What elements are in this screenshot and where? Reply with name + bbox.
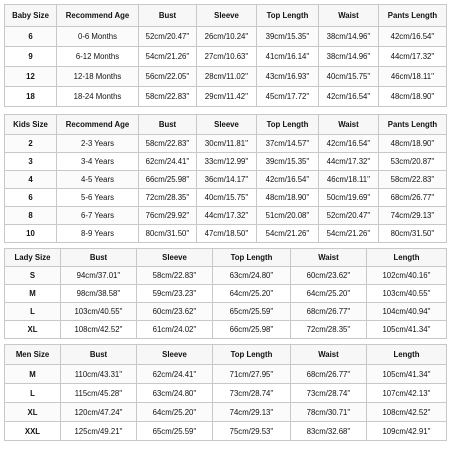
table-cell: 68cm/26.77'' xyxy=(379,189,447,207)
table-cell: 52cm/20.47'' xyxy=(319,207,379,225)
column-header: Top Length xyxy=(213,345,291,365)
table-cell: 94cm/37.01'' xyxy=(61,267,137,285)
table-cell: 47cm/18.50'' xyxy=(197,225,257,243)
table-cell: 73cm/28.74'' xyxy=(291,384,367,403)
table-cell: 38cm/14.96'' xyxy=(319,47,379,67)
lady-size-table xyxy=(4,248,447,339)
table-row xyxy=(5,303,447,321)
table-cell: 110cm/43.31'' xyxy=(61,365,137,384)
table-cell: 37cm/14.57'' xyxy=(257,135,319,153)
table-cell: 38cm/14.96'' xyxy=(319,27,379,47)
table-cell: XL xyxy=(5,403,61,422)
column-header: Pants Length xyxy=(379,115,447,135)
table-cell: 104cm/40.94'' xyxy=(367,303,447,321)
column-header: Lady Size xyxy=(5,249,61,267)
column-header: Recommend Age xyxy=(57,5,139,27)
table-cell: 3 xyxy=(5,153,57,171)
table-cell: XXL xyxy=(5,422,61,441)
table-cell: 2-3 Years xyxy=(57,135,139,153)
table-cell: 26cm/10.24'' xyxy=(197,27,257,47)
column-header: Men Size xyxy=(5,345,61,365)
table-cell: 80cm/31.50'' xyxy=(379,225,447,243)
column-header: Bust xyxy=(139,5,197,27)
column-header: Sleeve xyxy=(137,249,213,267)
kids-size-table xyxy=(4,114,447,243)
table-cell: 48cm/18.90'' xyxy=(379,87,447,107)
table-row xyxy=(5,225,447,243)
table-cell: 18-24 Months xyxy=(57,87,139,107)
column-header: Recommend Age xyxy=(57,115,139,135)
table-cell: 72cm/28.35'' xyxy=(291,321,367,339)
table-cell: 43cm/16.93'' xyxy=(257,67,319,87)
table-cell: 40cm/15.75'' xyxy=(197,189,257,207)
table-cell: 103cm/40.55'' xyxy=(61,303,137,321)
table-cell: 71cm/27.95'' xyxy=(213,365,291,384)
column-header: Waist xyxy=(291,249,367,267)
table-row xyxy=(5,384,447,403)
table-cell: 58cm/22.83'' xyxy=(379,171,447,189)
table-cell: 58cm/22.83'' xyxy=(139,87,197,107)
column-header: Waist xyxy=(319,115,379,135)
table-cell: 65cm/25.59'' xyxy=(137,422,213,441)
table-header-row xyxy=(5,115,447,135)
table-cell: 83cm/32.68'' xyxy=(291,422,367,441)
table-cell: 50cm/19.69'' xyxy=(319,189,379,207)
column-header: Kids Size xyxy=(5,115,57,135)
table-cell: 60cm/23.62'' xyxy=(291,267,367,285)
column-header: Waist xyxy=(291,345,367,365)
table-cell: 102cm/40.16'' xyxy=(367,267,447,285)
table-cell: 45cm/17.72'' xyxy=(257,87,319,107)
table-cell: 40cm/15.75'' xyxy=(319,67,379,87)
table-cell: 46cm/18.11'' xyxy=(319,171,379,189)
table-row xyxy=(5,67,447,87)
table-cell: 9 xyxy=(5,47,57,67)
table-cell: 64cm/25.20'' xyxy=(291,285,367,303)
table-cell: 65cm/25.59'' xyxy=(213,303,291,321)
column-header: Baby Size xyxy=(5,5,57,27)
table-cell: 105cm/41.34'' xyxy=(367,365,447,384)
table-cell: 60cm/23.62'' xyxy=(137,303,213,321)
table-cell: 66cm/25.98'' xyxy=(213,321,291,339)
column-header: Waist xyxy=(319,5,379,27)
table-cell: 54cm/21.26'' xyxy=(139,47,197,67)
table-cell: 98cm/38.58'' xyxy=(61,285,137,303)
table-cell: 51cm/20.08'' xyxy=(257,207,319,225)
table-cell: 6-7 Years xyxy=(57,207,139,225)
table-row xyxy=(5,153,447,171)
column-header: Sleeve xyxy=(197,5,257,27)
table-cell: 12 xyxy=(5,67,57,87)
table-cell: 27cm/10.63'' xyxy=(197,47,257,67)
table-cell: L xyxy=(5,384,61,403)
table-cell: 6-12 Months xyxy=(57,47,139,67)
table-cell: 29cm/11.42'' xyxy=(197,87,257,107)
table-row xyxy=(5,135,447,153)
column-header: Top Length xyxy=(213,249,291,267)
column-header: Bust xyxy=(139,115,197,135)
table-cell: 74cm/29.13'' xyxy=(379,207,447,225)
table-cell: 72cm/28.35'' xyxy=(139,189,197,207)
table-cell: 56cm/22.05'' xyxy=(139,67,197,87)
table-cell: 120cm/47.24'' xyxy=(61,403,137,422)
table-cell: 52cm/20.47'' xyxy=(139,27,197,47)
table-cell: 109cm/42.91'' xyxy=(367,422,447,441)
table-row xyxy=(5,403,447,422)
table-cell: 39cm/15.35'' xyxy=(257,153,319,171)
table-cell: 42cm/16.54'' xyxy=(379,27,447,47)
table-cell: 63cm/24.80'' xyxy=(137,384,213,403)
column-header: Sleeve xyxy=(137,345,213,365)
table-cell: 42cm/16.54'' xyxy=(257,171,319,189)
table-cell: 42cm/16.54'' xyxy=(319,87,379,107)
table-cell: 53cm/20.87'' xyxy=(379,153,447,171)
table-cell: 61cm/24.02'' xyxy=(137,321,213,339)
table-cell: 115cm/45.28'' xyxy=(61,384,137,403)
table-cell: 12-18 Months xyxy=(57,67,139,87)
table-cell: 105cm/41.34'' xyxy=(367,321,447,339)
table-cell: 59cm/23.23'' xyxy=(137,285,213,303)
table-cell: 58cm/22.83'' xyxy=(137,267,213,285)
table-cell: 64cm/25.20'' xyxy=(137,403,213,422)
table-cell: 68cm/26.77'' xyxy=(291,365,367,384)
table-cell: 64cm/25.20'' xyxy=(213,285,291,303)
table-cell: 0-6 Months xyxy=(57,27,139,47)
table-cell: 18 xyxy=(5,87,57,107)
table-cell: 4-5 Years xyxy=(57,171,139,189)
table-cell: 36cm/14.17'' xyxy=(197,171,257,189)
table-cell: 41cm/16.14'' xyxy=(257,47,319,67)
table-cell: 66cm/25.98'' xyxy=(139,171,197,189)
table-cell: 8-9 Years xyxy=(57,225,139,243)
table-header-row xyxy=(5,5,447,27)
table-row xyxy=(5,267,447,285)
table-cell: 39cm/15.35'' xyxy=(257,27,319,47)
table-cell: 107cm/42.13'' xyxy=(367,384,447,403)
table-cell: 76cm/29.92'' xyxy=(139,207,197,225)
table-cell: 10 xyxy=(5,225,57,243)
table-cell: 62cm/24.41'' xyxy=(137,365,213,384)
table-row xyxy=(5,207,447,225)
table-cell: 54cm/21.26'' xyxy=(319,225,379,243)
table-cell: 78cm/30.71'' xyxy=(291,403,367,422)
table-cell: 5-6 Years xyxy=(57,189,139,207)
table-cell: 44cm/17.32'' xyxy=(197,207,257,225)
table-cell: 75cm/29.53'' xyxy=(213,422,291,441)
table-cell: 6 xyxy=(5,189,57,207)
table-cell: 44cm/17.32'' xyxy=(319,153,379,171)
column-header: Bust xyxy=(61,345,137,365)
table-row xyxy=(5,422,447,441)
table-cell: 74cm/29.13'' xyxy=(213,403,291,422)
table-header-row xyxy=(5,345,447,365)
table-cell: 48cm/18.90'' xyxy=(379,135,447,153)
column-header: Top Length xyxy=(257,115,319,135)
column-header: Length xyxy=(367,345,447,365)
table-cell: 28cm/11.02'' xyxy=(197,67,257,87)
baby-size-table xyxy=(4,4,447,107)
table-cell: M xyxy=(5,285,61,303)
table-row xyxy=(5,27,447,47)
table-cell: 63cm/24.80'' xyxy=(213,267,291,285)
column-header: Pants Length xyxy=(379,5,447,27)
men-size-table xyxy=(4,344,447,441)
table-row xyxy=(5,171,447,189)
table-cell: 54cm/21.26'' xyxy=(257,225,319,243)
table-cell: M xyxy=(5,365,61,384)
column-header: Bust xyxy=(61,249,137,267)
table-cell: 68cm/26.77'' xyxy=(291,303,367,321)
table-cell: 3-4 Years xyxy=(57,153,139,171)
table-cell: 108cm/42.52'' xyxy=(61,321,137,339)
column-header: Top Length xyxy=(257,5,319,27)
table-cell: 2 xyxy=(5,135,57,153)
table-row xyxy=(5,285,447,303)
table-cell: XL xyxy=(5,321,61,339)
table-cell: 62cm/24.41'' xyxy=(139,153,197,171)
table-cell: S xyxy=(5,267,61,285)
table-cell: 46cm/18.11'' xyxy=(379,67,447,87)
table-row xyxy=(5,365,447,384)
table-row xyxy=(5,87,447,107)
table-cell: 6 xyxy=(5,27,57,47)
table-cell: 33cm/12.99'' xyxy=(197,153,257,171)
table-cell: 4 xyxy=(5,171,57,189)
table-cell: 8 xyxy=(5,207,57,225)
table-cell: 73cm/28.74'' xyxy=(213,384,291,403)
table-cell: 48cm/18.90'' xyxy=(257,189,319,207)
table-cell: 30cm/11.81'' xyxy=(197,135,257,153)
column-header: Sleeve xyxy=(197,115,257,135)
table-cell: 125cm/49.21'' xyxy=(61,422,137,441)
column-header: Length xyxy=(367,249,447,267)
table-cell: 42cm/16.54'' xyxy=(319,135,379,153)
table-cell: L xyxy=(5,303,61,321)
table-row xyxy=(5,47,447,67)
table-header-row xyxy=(5,249,447,267)
table-cell: 44cm/17.32'' xyxy=(379,47,447,67)
table-cell: 103cm/40.55'' xyxy=(367,285,447,303)
table-cell: 108cm/42.52'' xyxy=(367,403,447,422)
table-cell: 58cm/22.83'' xyxy=(139,135,197,153)
table-cell: 80cm/31.50'' xyxy=(139,225,197,243)
table-row xyxy=(5,189,447,207)
table-row xyxy=(5,321,447,339)
